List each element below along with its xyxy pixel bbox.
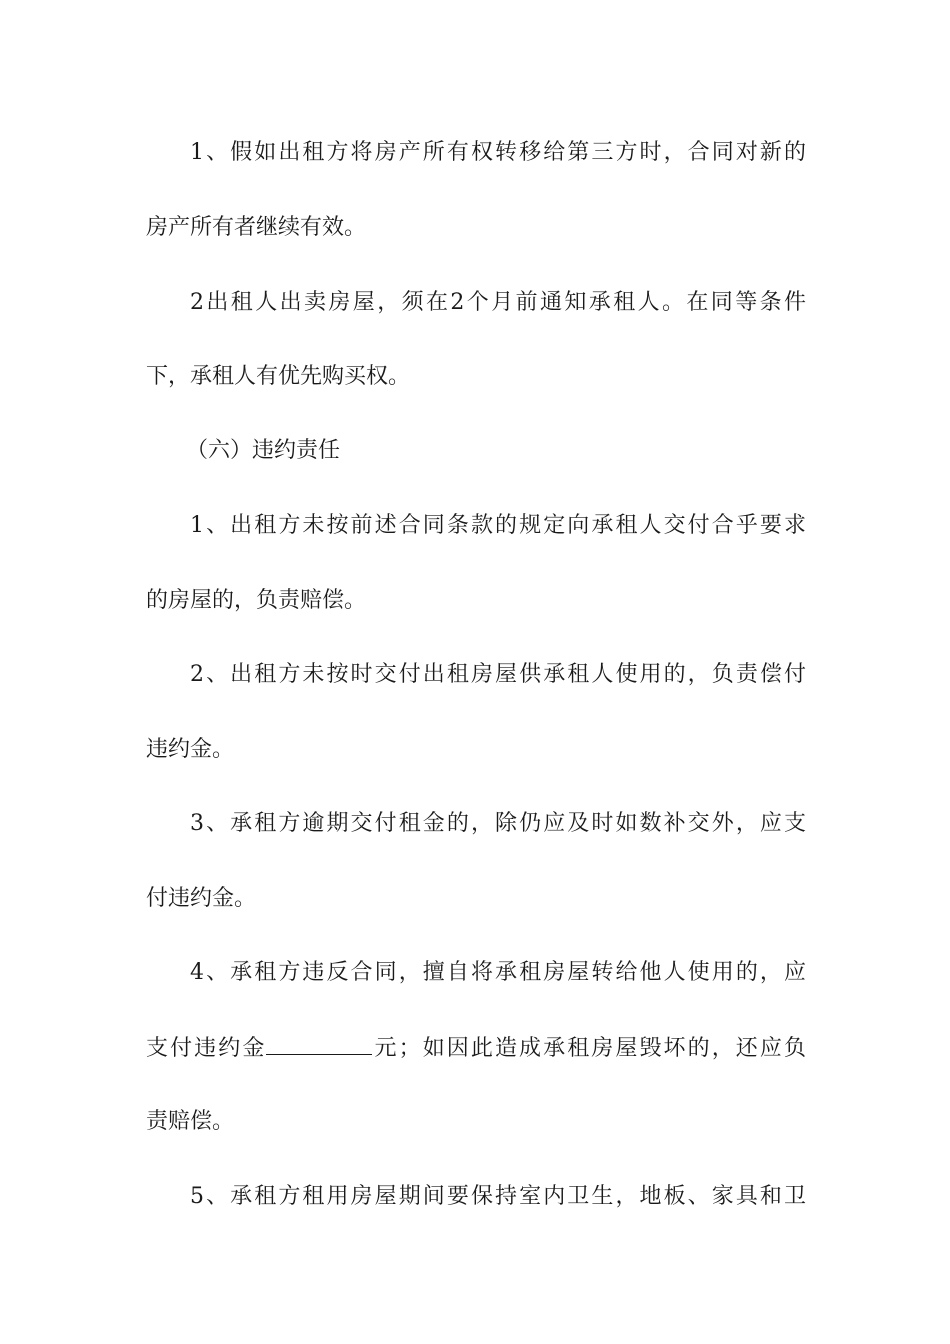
paragraph-6-text-before-blank: 支付违约金 xyxy=(146,1036,267,1061)
paragraph-5-line-2: 付违约金。 xyxy=(146,886,257,911)
penalty-amount-blank xyxy=(266,1030,372,1055)
paragraph-6-line-3: 责赔偿。 xyxy=(146,1109,235,1134)
paragraph-3-line-1: 1、出租方未按前述合同条款的规定向承租人交付合乎要求 xyxy=(190,513,806,538)
paragraph-7-line-1: 5、承租方租用房屋期间要保持室内卫生，地板、家具和卫 xyxy=(190,1184,806,1209)
paragraph-1-line-2: 房产所有者继续有效。 xyxy=(146,215,367,240)
paragraph-4-line-2: 违约金。 xyxy=(146,737,235,762)
paragraph-6-line-1: 4、承租方违反合同，擅自将承租房屋转给他人使用的，应 xyxy=(190,960,806,985)
paragraph-1-line-1: 1、假如出租方将房产所有权转移给第三方时，合同对新的 xyxy=(190,140,806,165)
paragraph-4-line-1: 2、出租方未按时交付出租房屋供承租人使用的，负责偿付 xyxy=(190,662,806,687)
paragraph-6-text-after-blank: 元；如因此造成承租房屋毁坏的，还应负 xyxy=(372,1036,806,1061)
paragraph-5-line-1: 3、承租方逾期交付租金的，除仍应及时如数补交外，应支 xyxy=(190,811,806,836)
paragraph-2-line-2: 下，承租人有优先购买权。 xyxy=(146,364,411,389)
paragraph-6-line-2 xyxy=(146,1030,806,1066)
paragraph-2-line-1: 2出租人出卖房屋，须在2个月前通知承租人。在同等条件 xyxy=(190,290,806,315)
section-heading: （六）违约责任 xyxy=(186,438,341,463)
paragraph-3-line-2: 的房屋的，负责赔偿。 xyxy=(146,588,367,613)
